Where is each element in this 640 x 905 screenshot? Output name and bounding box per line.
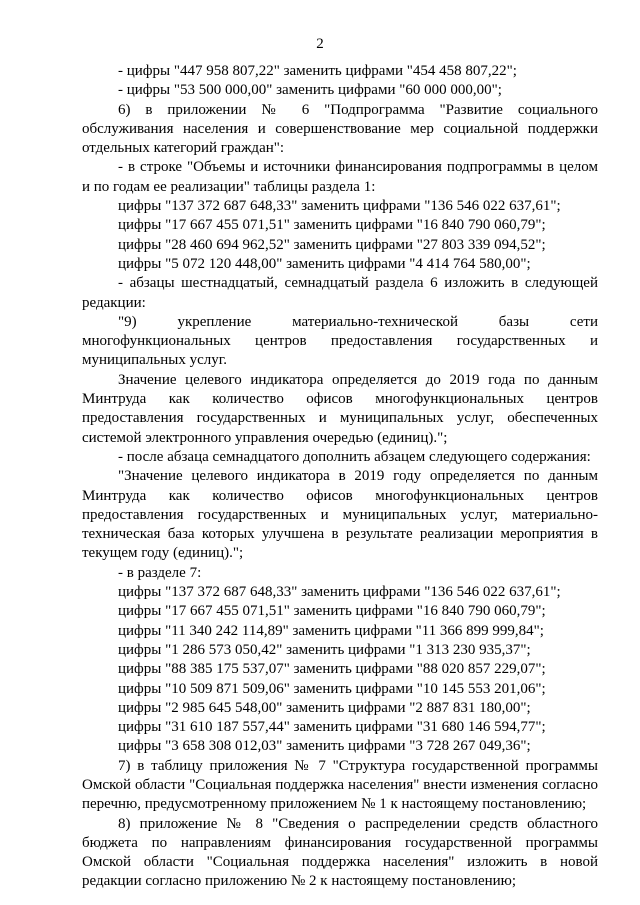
paragraph: цифры "5 072 120 448,00" заменить цифрами "4 414 764 580,00";	[118, 255, 531, 272]
paragraph: цифры "88 385 175 537,07" заменить цифрами "88 020 857 229,07";	[118, 661, 546, 678]
paragraph: цифры "2 985 645 548,00" заменить цифрами "2 887 831 180,00";	[118, 699, 531, 716]
paragraph: цифры "1 286 573 050,42" заменить цифрами "1 313 230 935,37";	[118, 641, 531, 658]
paragraph: "Значение целевого индикатора в 2019 году определяется по данным Минтруда как количество офисов многофункциональных центров предоставления государственных и муниципальных услуг, материально-техническая база которых улучшена в результате реализации мероприятия в текущем году (единиц).";	[82, 468, 598, 562]
paragraph: - цифры "53 500 000,00" заменить цифрами "60 000 000,00";	[118, 82, 502, 99]
paragraph: - после абзаца семнадцатого дополнить абзацем следующего содержания:	[118, 448, 591, 465]
paragraph: цифры "28 460 694 962,52" заменить цифрами "27 803 339 094,52";	[118, 236, 546, 253]
paragraph: - в строке "Объемы и источники финансирования подпрограммы в целом и по годам ее реализации" таблицы раздела 1:	[82, 159, 598, 195]
paragraph: цифры "11 340 242 114,89" заменить цифрами "11 366 899 999,84";	[118, 622, 544, 639]
page-number: 2	[316, 36, 324, 52]
document-body	[82, 62, 598, 892]
paragraph: "9) укрепление материально-технической базы сети многофункциональных центров предоставления государственных и муниципальных услуг.	[82, 313, 598, 369]
paragraph: цифры "17 667 455 071,51" заменить цифрами "16 840 790 060,79";	[118, 603, 546, 620]
paragraph: цифры "137 372 687 648,33" заменить цифрами "136 546 022 637,61";	[118, 198, 561, 215]
paragraph: - цифры "447 958 807,22" заменить цифрами "454 458 807,22";	[118, 63, 517, 79]
paragraph: цифры "137 372 687 648,33" заменить цифрами "136 546 022 637,61";	[118, 584, 561, 601]
paragraph: - в разделе 7:	[118, 564, 202, 581]
paragraph: цифры "10 509 871 509,06" заменить цифрами "10 145 553 201,06";	[118, 680, 546, 697]
paragraph: - абзацы шестнадцатый, семнадцатый раздела 6 изложить в следующей редакции:	[82, 275, 598, 311]
paragraph: цифры "17 667 455 071,51" заменить цифрами "16 840 790 060,79";	[118, 217, 546, 234]
paragraph: цифры "3 658 308 012,03" заменить цифрами "3 728 267 049,36";	[118, 738, 531, 755]
paragraph: 7) в таблицу приложения № 7 "Структура государственной программы Омской области "Социальная поддержка населения" внести изменения согласно перечню, предусмотренному приложением № 1 к настоящему постановлению;	[82, 757, 598, 813]
paragraph: 8) приложение № 8 "Сведения о распределении средств областного бюджета по направлениям финансирования государственной программы Омской области "Социальная поддержка населения" изложить в новой редакции согласно приложению № 2 к настоящему постановлению;	[82, 815, 598, 890]
paragraph: Значение целевого индикатора определяется до 2019 года по данным Минтруда как количество офисов многофункциональных центров предоставления государственных и муниципальных услуг, обеспеченных системой электронного управления очередью (единиц).";	[82, 371, 598, 446]
paragraph: 6) в приложении № 6 "Подпрограмма "Развитие социального обслуживания населения и совершенствование мер социальной поддержки отдельных категорий граждан":	[82, 101, 598, 157]
paragraph: цифры "31 610 187 557,44" заменить цифрами "31 680 146 594,77";	[118, 719, 546, 736]
